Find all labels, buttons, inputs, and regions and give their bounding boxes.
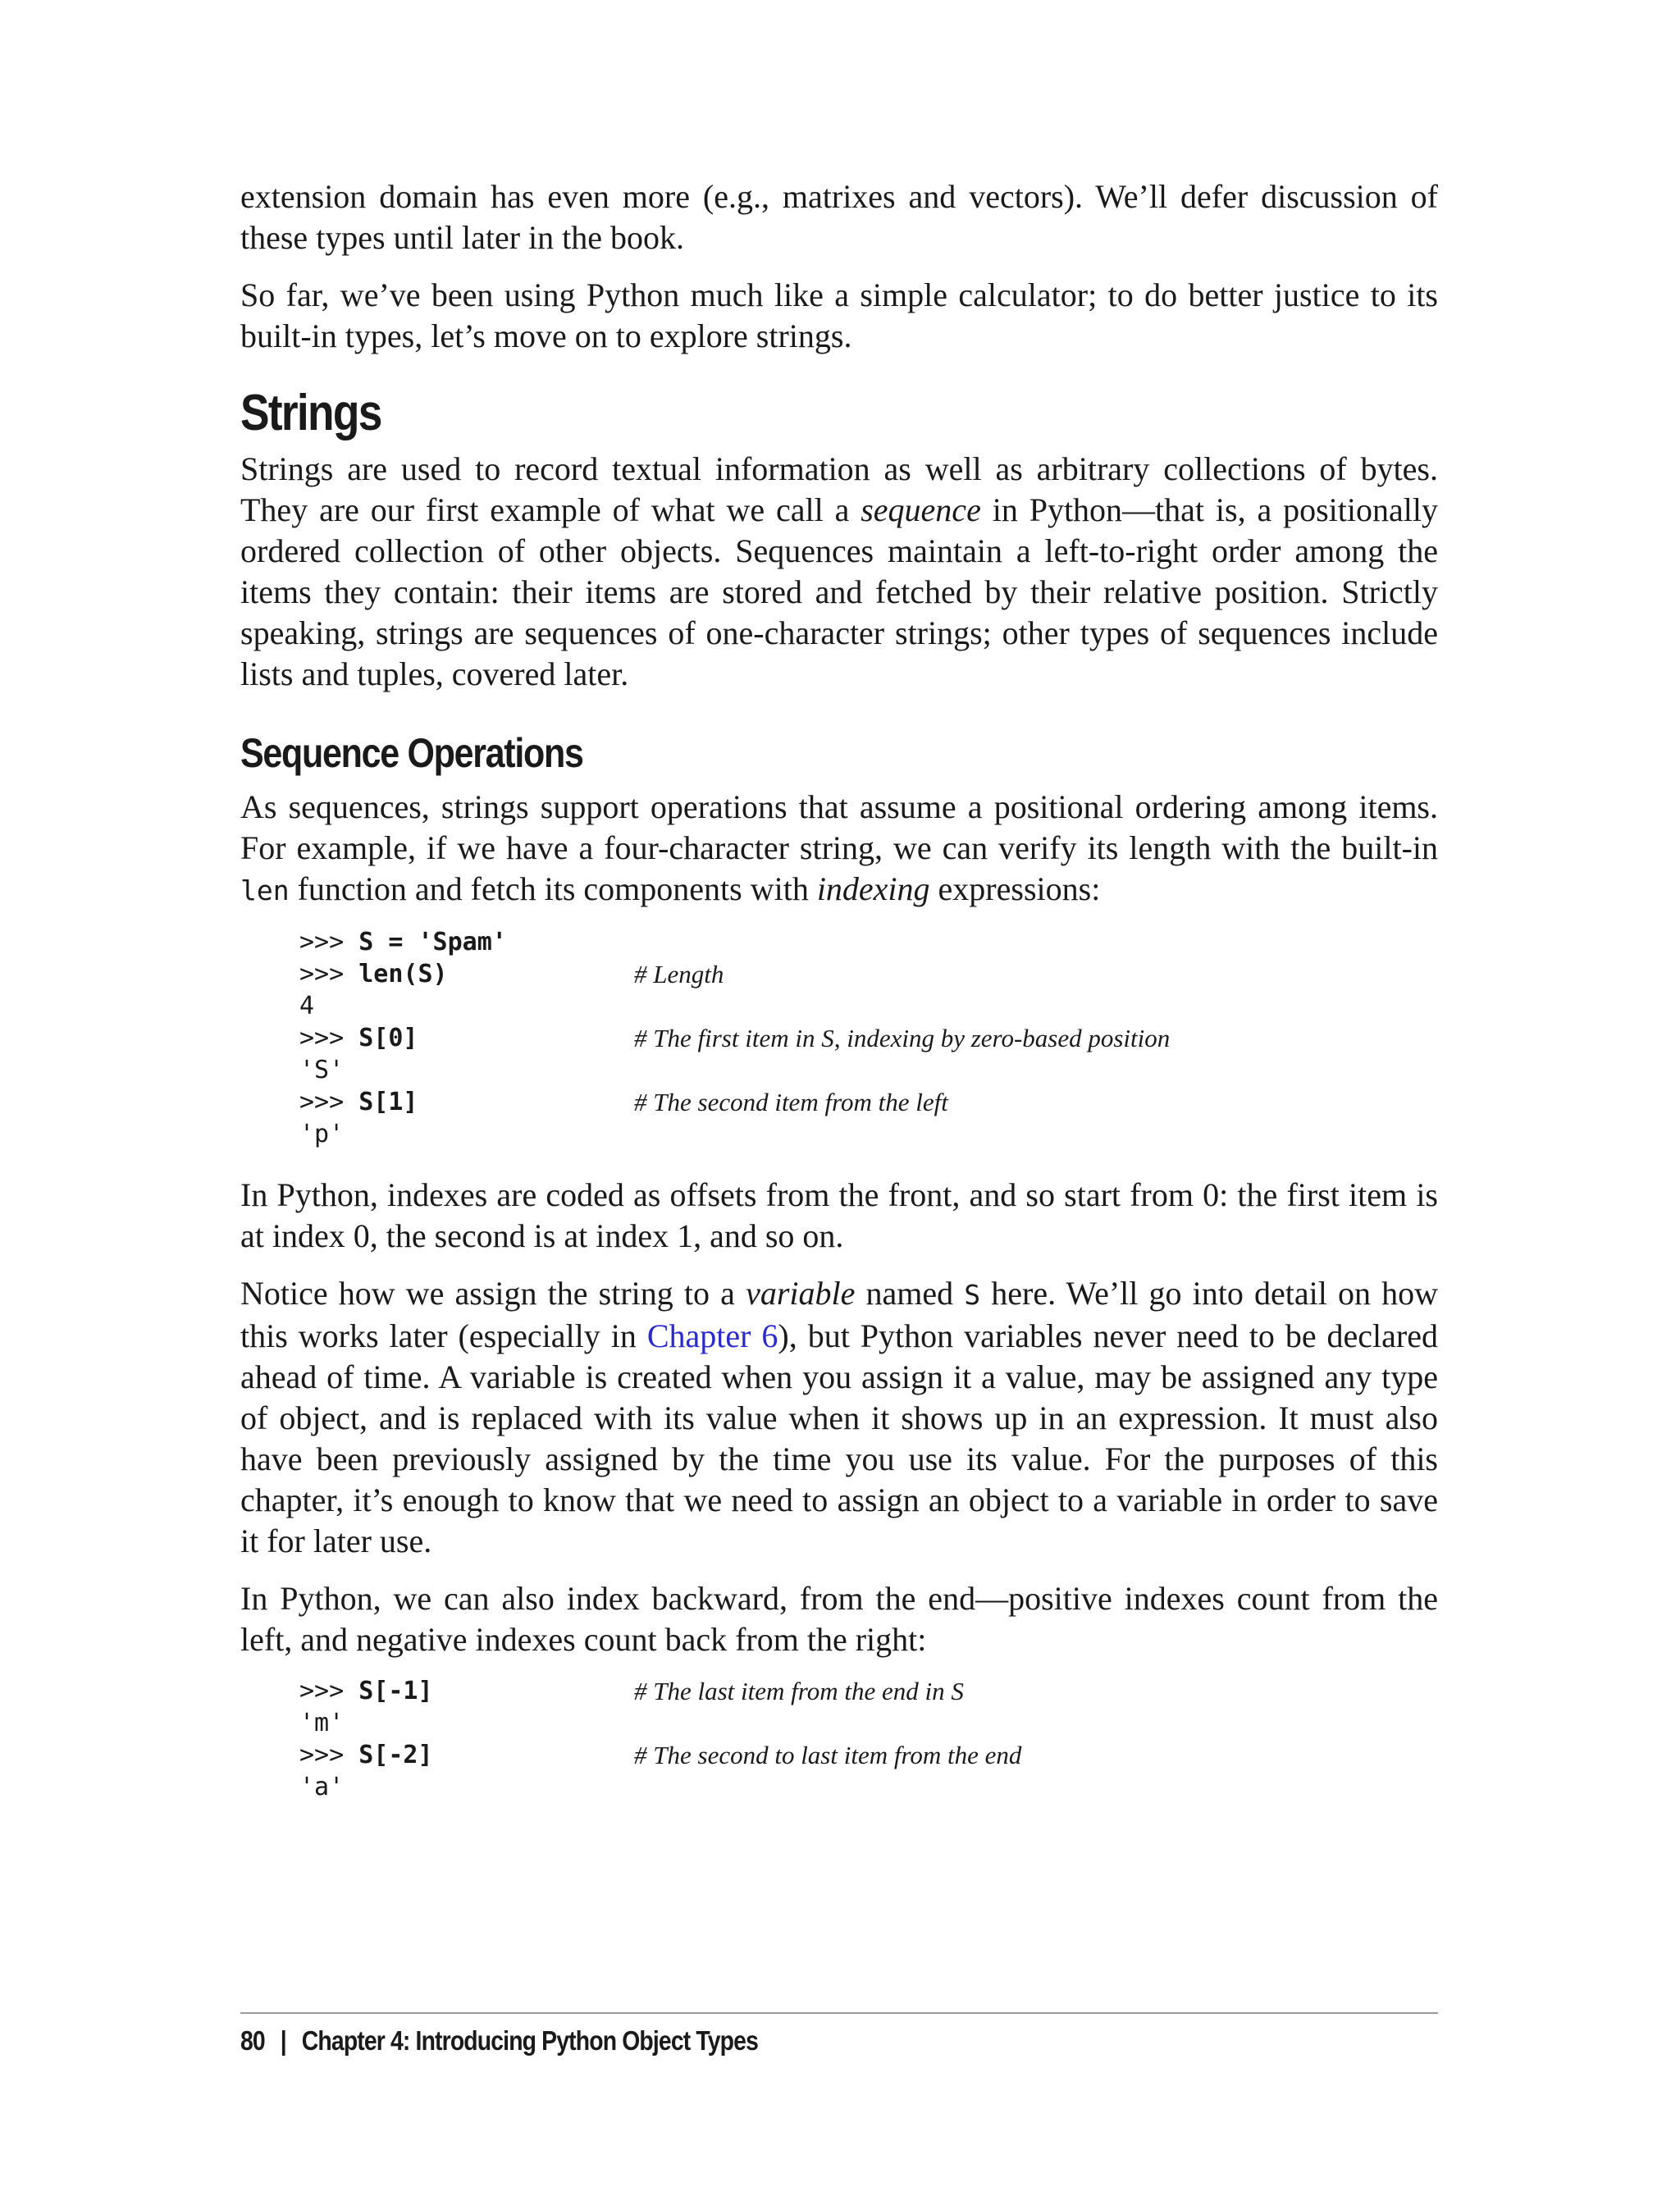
inline-code-s: S	[964, 1279, 981, 1311]
code-line: >>> len(S) # Length	[299, 960, 724, 988]
footer-separator: |	[280, 2025, 286, 2056]
running-footer	[240, 2025, 1271, 2057]
code-line: >>> S[-2] # The second to last item from the end	[299, 1741, 1022, 1769]
page-footer	[240, 2012, 1438, 2057]
chapter-6-link[interactable]: Chapter 6	[646, 1317, 778, 1354]
code-line: >>> S = 'Spam'	[299, 928, 507, 956]
intro-paragraph-1: extension domain has even more (e.g., matrixes and vectors). We’ll defer discussion of these types until later in the book.	[240, 178, 1438, 256]
sequence-paragraph-3: Notice how we assign the string to a variable named S here. We’ll go into detail on how this works later (especially in Chapter 6), but Python variables never need to be declared ahead of time. A variable is created when you assign it a value, may be assigned any type of object, and is replaced with its value when it shows up in an expression. It must also have been previously assigned by the time you use its value. For the purposes of this chapter, it’s enough to know that we need to assign an object to a variable in order to save it for later use.	[240, 1275, 1438, 1559]
code-output: 'm'	[299, 1709, 345, 1737]
code-line: >>> S[0] # The first item in S, indexing by zero-based position	[299, 1024, 1171, 1052]
code-line: >>> S[-1] # The last item from the end in S	[299, 1677, 964, 1705]
inline-code-len: len	[240, 874, 290, 906]
sequence-paragraph-2: In Python, indexes are coded as offsets from the front, and so start from 0: the first item is at index 0, the second is at index 1, and so on.	[240, 1176, 1438, 1254]
code-block-indexing	[299, 926, 1438, 1150]
code-output: 4	[299, 992, 315, 1020]
code-output: 'a'	[299, 1773, 345, 1801]
page-body	[240, 176, 1438, 1828]
strings-heading: Strings	[240, 385, 381, 441]
sequence-paragraph-1: As sequences, strings support operations that assume a positional ordering among items. For example, if we have a four-character string, we can verify its length with the built-in len function and fetch its components with indexing expressions:	[240, 788, 1438, 907]
code-line: >>> S[1] # The second item from the left	[299, 1088, 948, 1116]
code-output: 'p'	[299, 1120, 345, 1148]
code-output: 'S'	[299, 1056, 345, 1084]
page-number: 80	[240, 2025, 265, 2056]
sequence-operations-heading: Sequence Operations	[240, 730, 583, 776]
intro-paragraph-2: So far, we’ve been using Python much like a simple calculator; to do better justice to its built-in types, let’s move on to explore strings.	[240, 276, 1438, 354]
strings-paragraph: Strings are used to record textual information as well as arbitrary collections of bytes. They are our first example of what we call a sequence in Python—that is, a positionally ordered collection of other objects. Sequences maintain a left-to-right order among the items they contain: their items are stored and fetched by their relative position. Strictly speaking, strings are sequences of one-character strings; other types of sequences include lists and tuples, covered later.	[240, 450, 1438, 692]
chapter-title: Chapter 4: Introducing Python Object Types	[301, 2025, 759, 2056]
sequence-paragraph-4: In Python, we can also index backward, from the end—positive indexes count from the left, and negative indexes count back from the right:	[240, 1580, 1438, 1658]
code-block-negative-indexing	[299, 1675, 1438, 1803]
